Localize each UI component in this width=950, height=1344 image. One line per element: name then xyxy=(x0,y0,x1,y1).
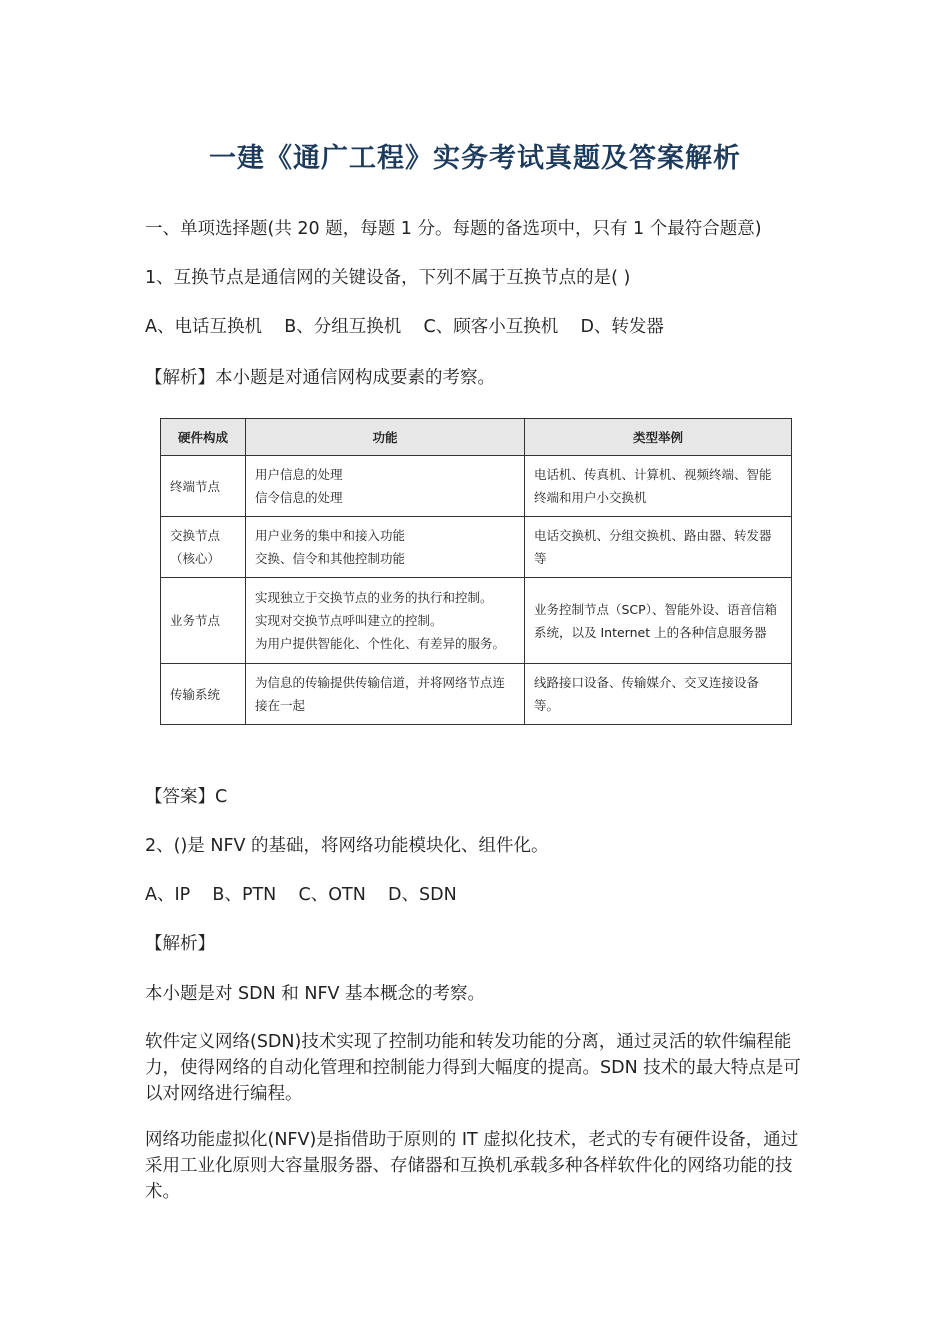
function-line: 用户信息的处理 xyxy=(255,467,343,482)
q2-question: 2、()是 NFV 的基础，将网络功能模块化、组件化。 xyxy=(145,836,549,856)
example-cell: 线路接口设备、传输媒介、交叉连接设备等。 xyxy=(525,664,792,725)
component-cell: 传输系统 xyxy=(161,664,246,725)
q1-question: 1、互换节点是通信网的关键设备，下列不属于互换节点的是( ) xyxy=(145,268,631,288)
function-cell xyxy=(246,664,525,725)
component-cell: 业务节点 xyxy=(161,578,246,664)
component-cell: 终端节点 xyxy=(161,456,246,517)
function-line: 实现独立于交换节点的业务的执行和控制。 xyxy=(255,590,493,605)
function-line: 用户业务的集中和接入功能 xyxy=(255,528,406,543)
network-elements-table xyxy=(160,418,792,725)
function-line: 实现对交换节点呼叫建立的控制。 xyxy=(255,613,443,628)
q2-paragraph-1: 本小题是对 SDN 和 NFV 基本概念的考察。 xyxy=(145,984,486,1004)
q2-options: A、IP B、PTN C、OTN D、SDN xyxy=(145,885,457,905)
table-header-cell: 功能 xyxy=(246,419,525,456)
function-line: 为用户提供智能化、个性化、有差异的服务。 xyxy=(255,636,506,651)
table-header-row xyxy=(161,419,792,456)
example-cell: 业务控制节点（SCP）、智能外设、语音信箱系统，以及 Internet 上的各种信息服务器 xyxy=(525,578,792,664)
example-cell: 电话交换机、分组交换机、路由器、转发器等 xyxy=(525,517,792,578)
table-header-cell: 类型举例 xyxy=(525,419,792,456)
table-row xyxy=(161,456,792,517)
table-row xyxy=(161,517,792,578)
q2-paragraph-2: 软件定义网络(SDN)技术实现了控制功能和转发功能的分离，通过灵活的软件编程能力，使得网络的自动化管理和控制能力得到大幅度的提高。SDN 技术的最大特点是可以对网络进行编程。 xyxy=(145,1032,801,1104)
q2-paragraph-3: 网络功能虚拟化(NFV)是指借助于原则的 IT 虚拟化技术，老式的专有硬件设备，通过采用工业化原则大容量服务器、存储器和互换机承载多种各样软件化的网络功能的技术。 xyxy=(145,1130,799,1202)
q1-options: A、电话互换机 B、分组互换机 C、顾客小互换机 D、转发器 xyxy=(145,317,664,337)
q2-analysis-label: 【解析】 xyxy=(145,934,215,954)
section-heading: 一、单项选择题(共 20 题，每题 1 分。每题的备选项中，只有 1 个最符合题意) xyxy=(145,219,762,239)
example-cell: 电话机、传真机、计算机、视频终端、智能终端和用户小交换机 xyxy=(525,456,792,517)
q1-analysis: 【解析】本小题是对通信网构成要素的考察。 xyxy=(145,368,495,388)
component-cell: 交换节点（核心） xyxy=(161,517,246,578)
function-cell xyxy=(246,578,525,664)
table-row xyxy=(161,578,792,664)
function-cell xyxy=(246,456,525,517)
table-header-cell: 硬件构成 xyxy=(161,419,246,456)
function-line: 为信息的传输提供传输信道，并将网络节点连接在一起 xyxy=(255,675,506,713)
document-title: 一建《通广工程》实务考试真题及答案解析 xyxy=(209,143,741,174)
function-line: 信令信息的处理 xyxy=(255,490,343,505)
function-line: 交换、信令和其他控制功能 xyxy=(255,551,406,566)
function-cell xyxy=(246,517,525,578)
q1-answer: 【答案】C xyxy=(145,787,228,807)
table-row xyxy=(161,664,792,725)
